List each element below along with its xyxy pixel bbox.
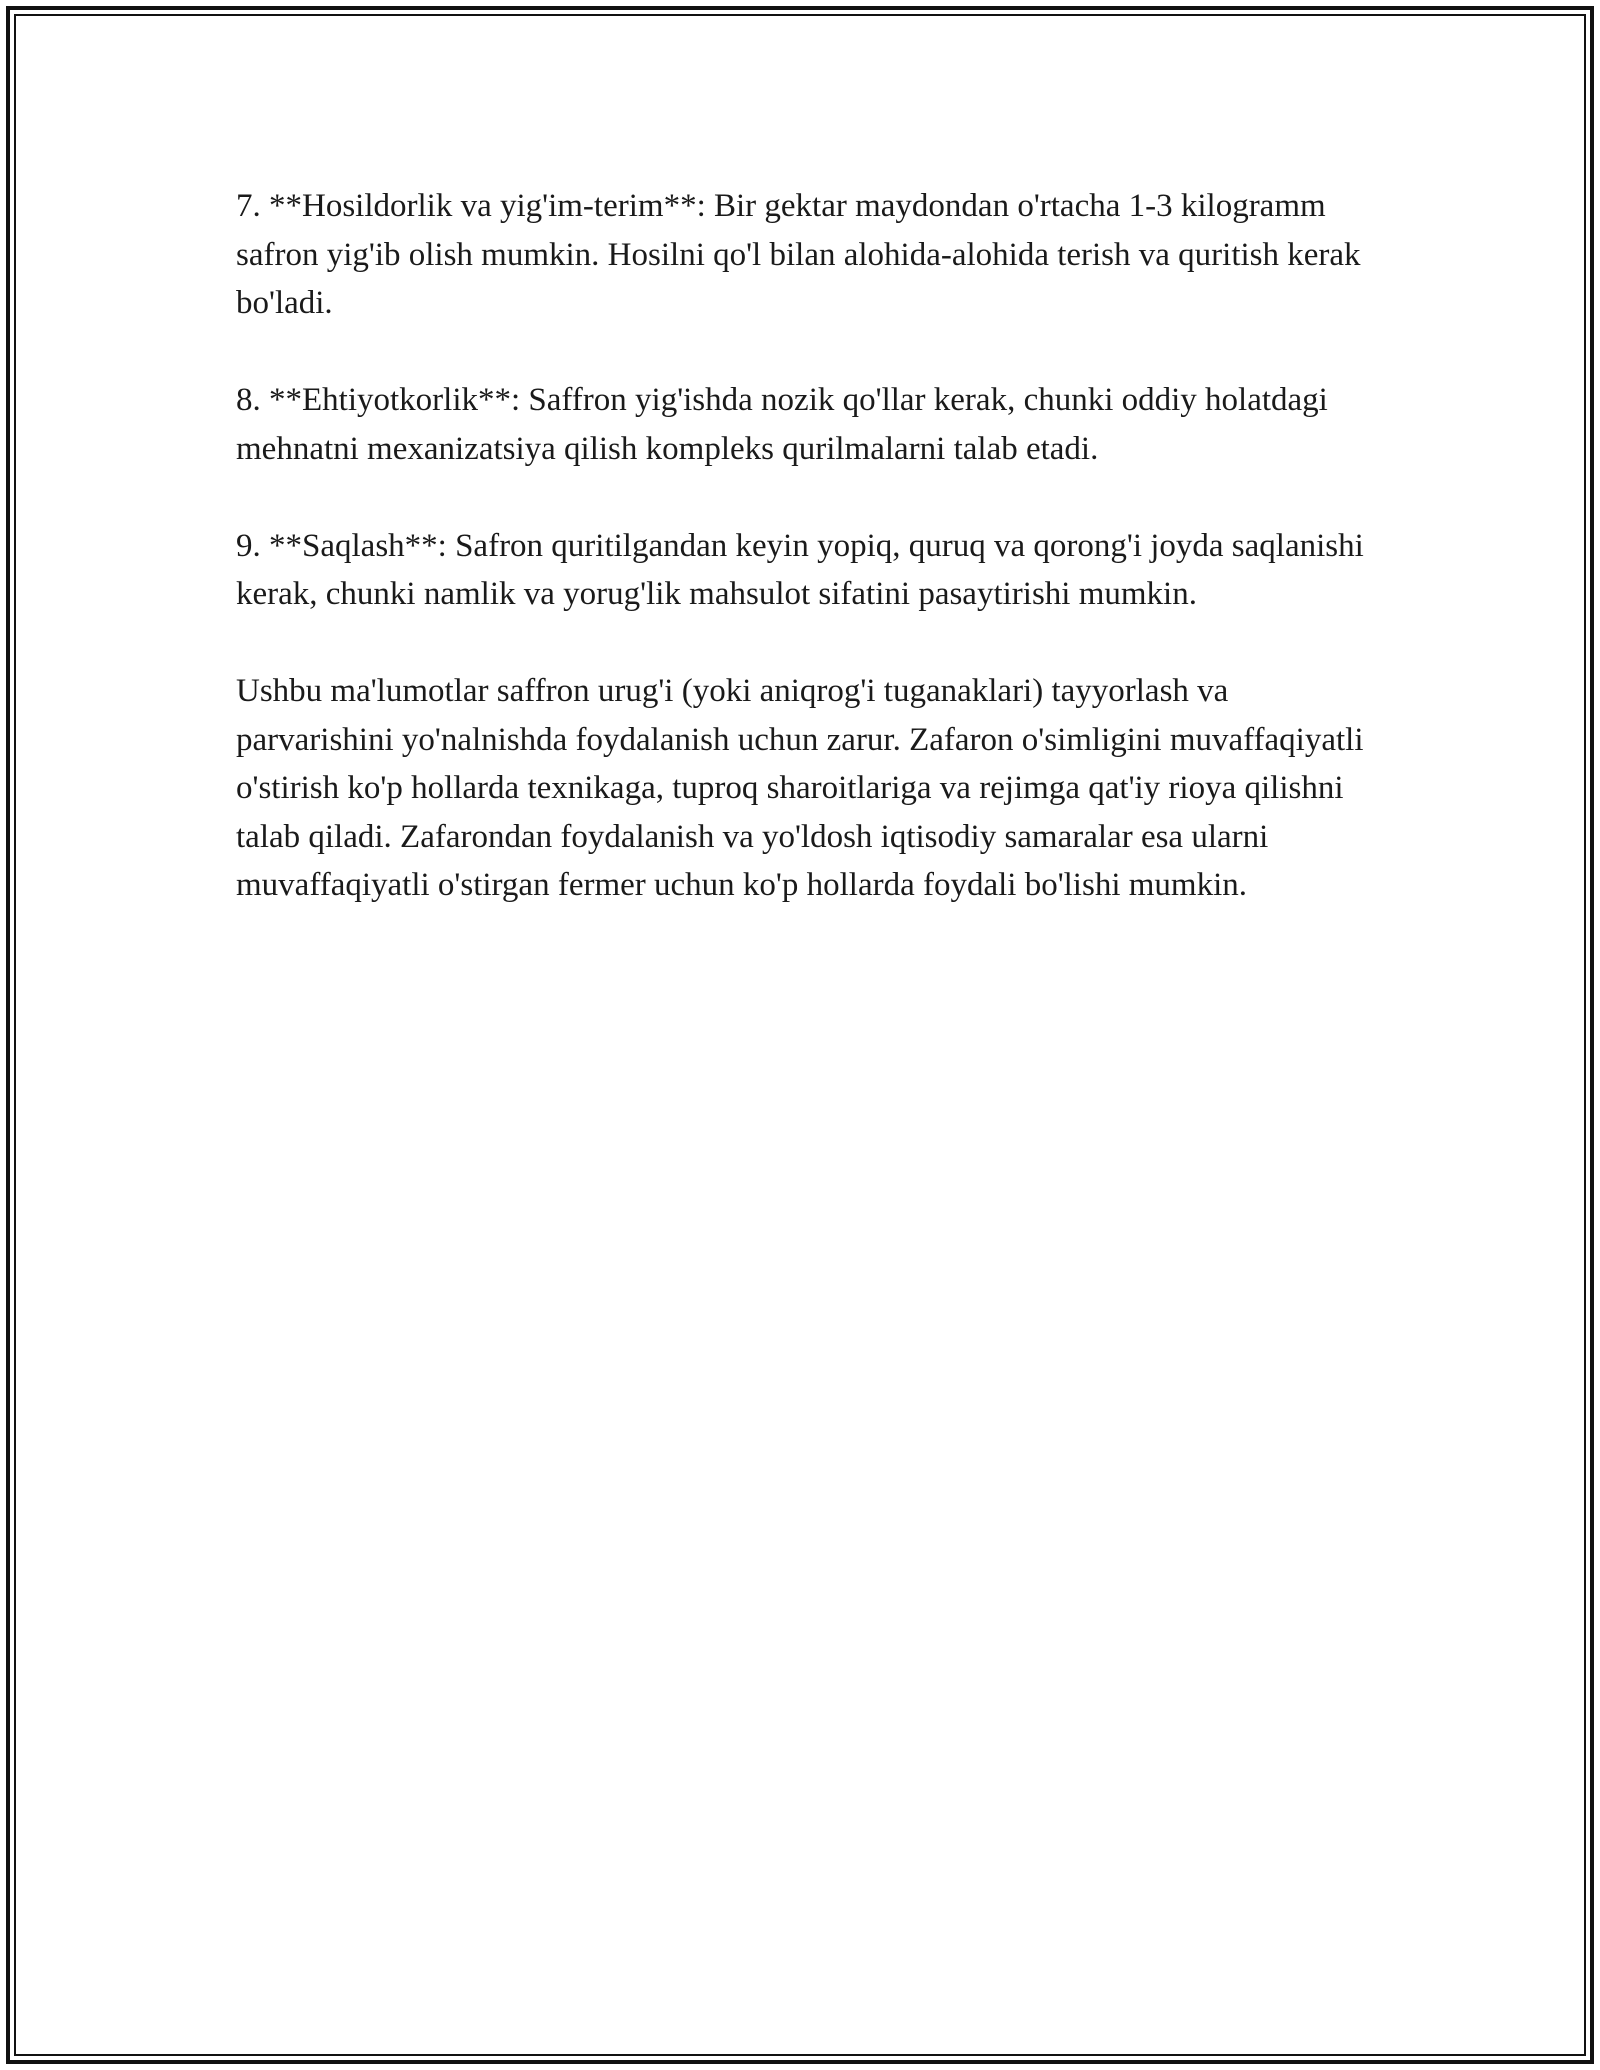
document-body <box>236 182 1376 958</box>
paragraph-saqlash: 9. **Saqlash**: Safron quritilgandan keyin yopiq, quruq va qorong'i joyda saqlanishi kerak, chunki namlik va yorug'lik mahsulot sifatini pasaytirishi mumkin. <box>236 527 1364 612</box>
paragraph-ehtiyotkorlik: 8. **Ehtiyotkorlik**: Saffron yig'ishda nozik qo'llar kerak, chunki oddiy holatdagi mehnatni mexanizatsiya qilish kompleks qurilmalarni talab etadi. <box>236 382 1328 467</box>
paragraph-conclusion: Ushbu ma'lumotlar saffron urug'i (yoki aniqrog'i tuganaklari) tayyorlash va parvarishini yo'nalnishda foydalanish uchun zarur. Zafaron o'simligini muvaffaqiyatli o'stirish ko'p hollarda texnikaga, tuproq sharoitlariga va rejimga qat'iy rioya qilishni talab qiladi. Zafarondan foydalanish va yo'ldosh iqtisodiy samaralar esa ularni muvaffaqiyatli o'stirgan fermer uchun ko'p hollarda foydali bo'lishi mumkin. <box>236 673 1364 903</box>
paragraph-hosildorlik: 7. **Hosildorlik va yig'im-terim**: Bir gektar maydondan o'rtacha 1-3 kilogramm safron yig'ib olish mumkin. Hosilni qo'l bilan alohida-alohida terish va quritish kerak bo'ladi. <box>236 188 1361 321</box>
